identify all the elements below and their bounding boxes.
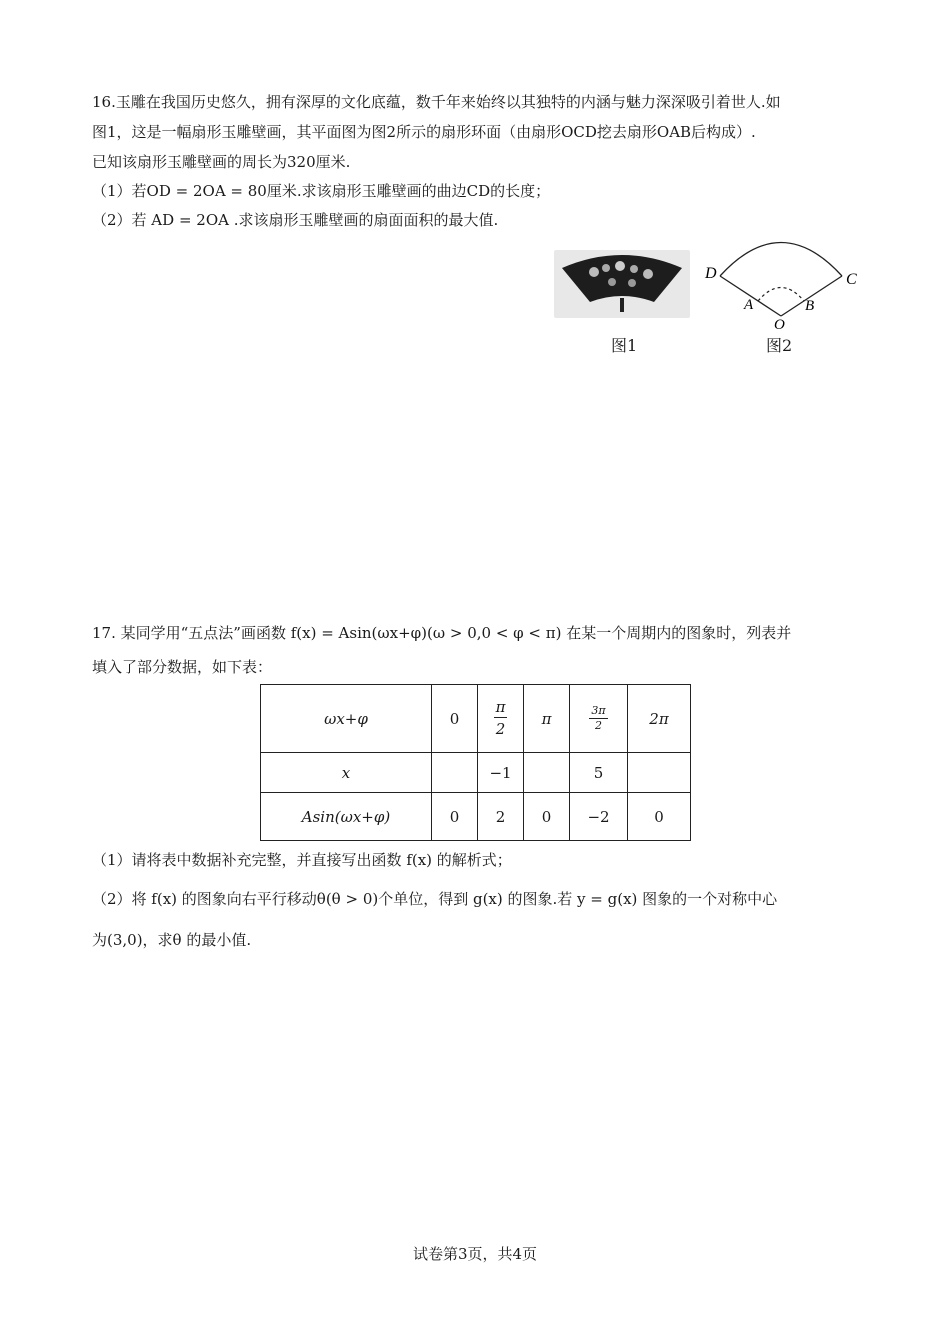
table-row (261, 685, 691, 753)
table-cell: 5 (570, 753, 628, 793)
table-cell: π (524, 685, 570, 753)
table-cell: 0 (432, 793, 478, 841)
table-row (261, 793, 691, 841)
table-cell (524, 753, 570, 793)
row-header-phase: ωx+φ (261, 685, 432, 753)
table-cell: 0 (432, 685, 478, 753)
q17-line-1: 17. 某同学用“五点法”画函数 f(x) = Asin(ωx+φ)(ω > 0,0 < φ < π) 在某一个周期内的图象时，列表并 (92, 624, 792, 642)
q17-part-1: （1）请将表中数据补充完整，并直接写出函数 f(x) 的解析式； (92, 851, 512, 869)
label-b: B (805, 298, 815, 314)
table-cell (628, 753, 691, 793)
table-cell: 2 (478, 793, 524, 841)
fig1-caption: 图1 (611, 336, 638, 355)
annular-sector-diagram (700, 236, 870, 336)
q17-part-3: 为(3,0)，求θ 的最小值. (92, 931, 252, 949)
table-cell (432, 753, 478, 793)
fraction-3pi-over-2: $\frac{3\pi}{2}$ (591, 704, 606, 732)
arc-ab (758, 288, 804, 302)
label-c: C (846, 271, 857, 288)
table-cell: −1 (478, 753, 524, 793)
table-cell: 0 (628, 793, 691, 841)
fig2-caption: 图2 (766, 336, 793, 355)
q16-line-1: 16.玉雕在我国历史悠久，拥有深厚的文化底蕴，数千年来始终以其独特的内涵与魅力深深吸引着世人.如 (92, 93, 781, 111)
arc-cd (720, 243, 842, 277)
jade-fan-photo (554, 250, 690, 318)
table-cell (570, 685, 628, 753)
five-point-table (260, 684, 691, 841)
table-row (261, 753, 691, 793)
table-cell: −2 (570, 793, 628, 841)
page-footer: 试卷第3页，共4页 (412, 1245, 538, 1263)
q16-part-1: （1）若OD = 2OA = 80厘米.求该扇形玉雕壁画的曲边CD的长度； (92, 182, 551, 200)
fraction-pi-over-2: $\frac{\pi}{2}$ (495, 698, 506, 738)
table-cell: 2π (628, 685, 691, 753)
q17-part-2: （2）将 f(x) 的图象向右平行移动θ(θ > 0)个单位，得到 g(x) 的图象.若 y = g(x) 图象的一个对称中心 (92, 890, 778, 908)
q16-part-2: （2）若 AD = 2OA .求该扇形玉雕壁画的扇面面积的最大值. (92, 211, 499, 229)
table-cell (478, 685, 524, 753)
q16-line-3: 已知该扇形玉雕壁画的周长为320厘米. (92, 153, 351, 171)
row-header-x: x (261, 753, 432, 793)
row-header-value: Asin(ωx+φ) (261, 793, 432, 841)
label-a: A (744, 297, 754, 313)
q17-line-2: 填入了部分数据，如下表： (92, 658, 273, 676)
label-o: O (774, 317, 785, 333)
table-cell: 0 (524, 793, 570, 841)
label-d: D (705, 265, 717, 282)
q16-line-2: 图1，这是一幅扇形玉雕壁画，其平面图为图2所示的扇形环面（由扇形OCD挖去扇形OAB后构成）. (92, 123, 756, 141)
